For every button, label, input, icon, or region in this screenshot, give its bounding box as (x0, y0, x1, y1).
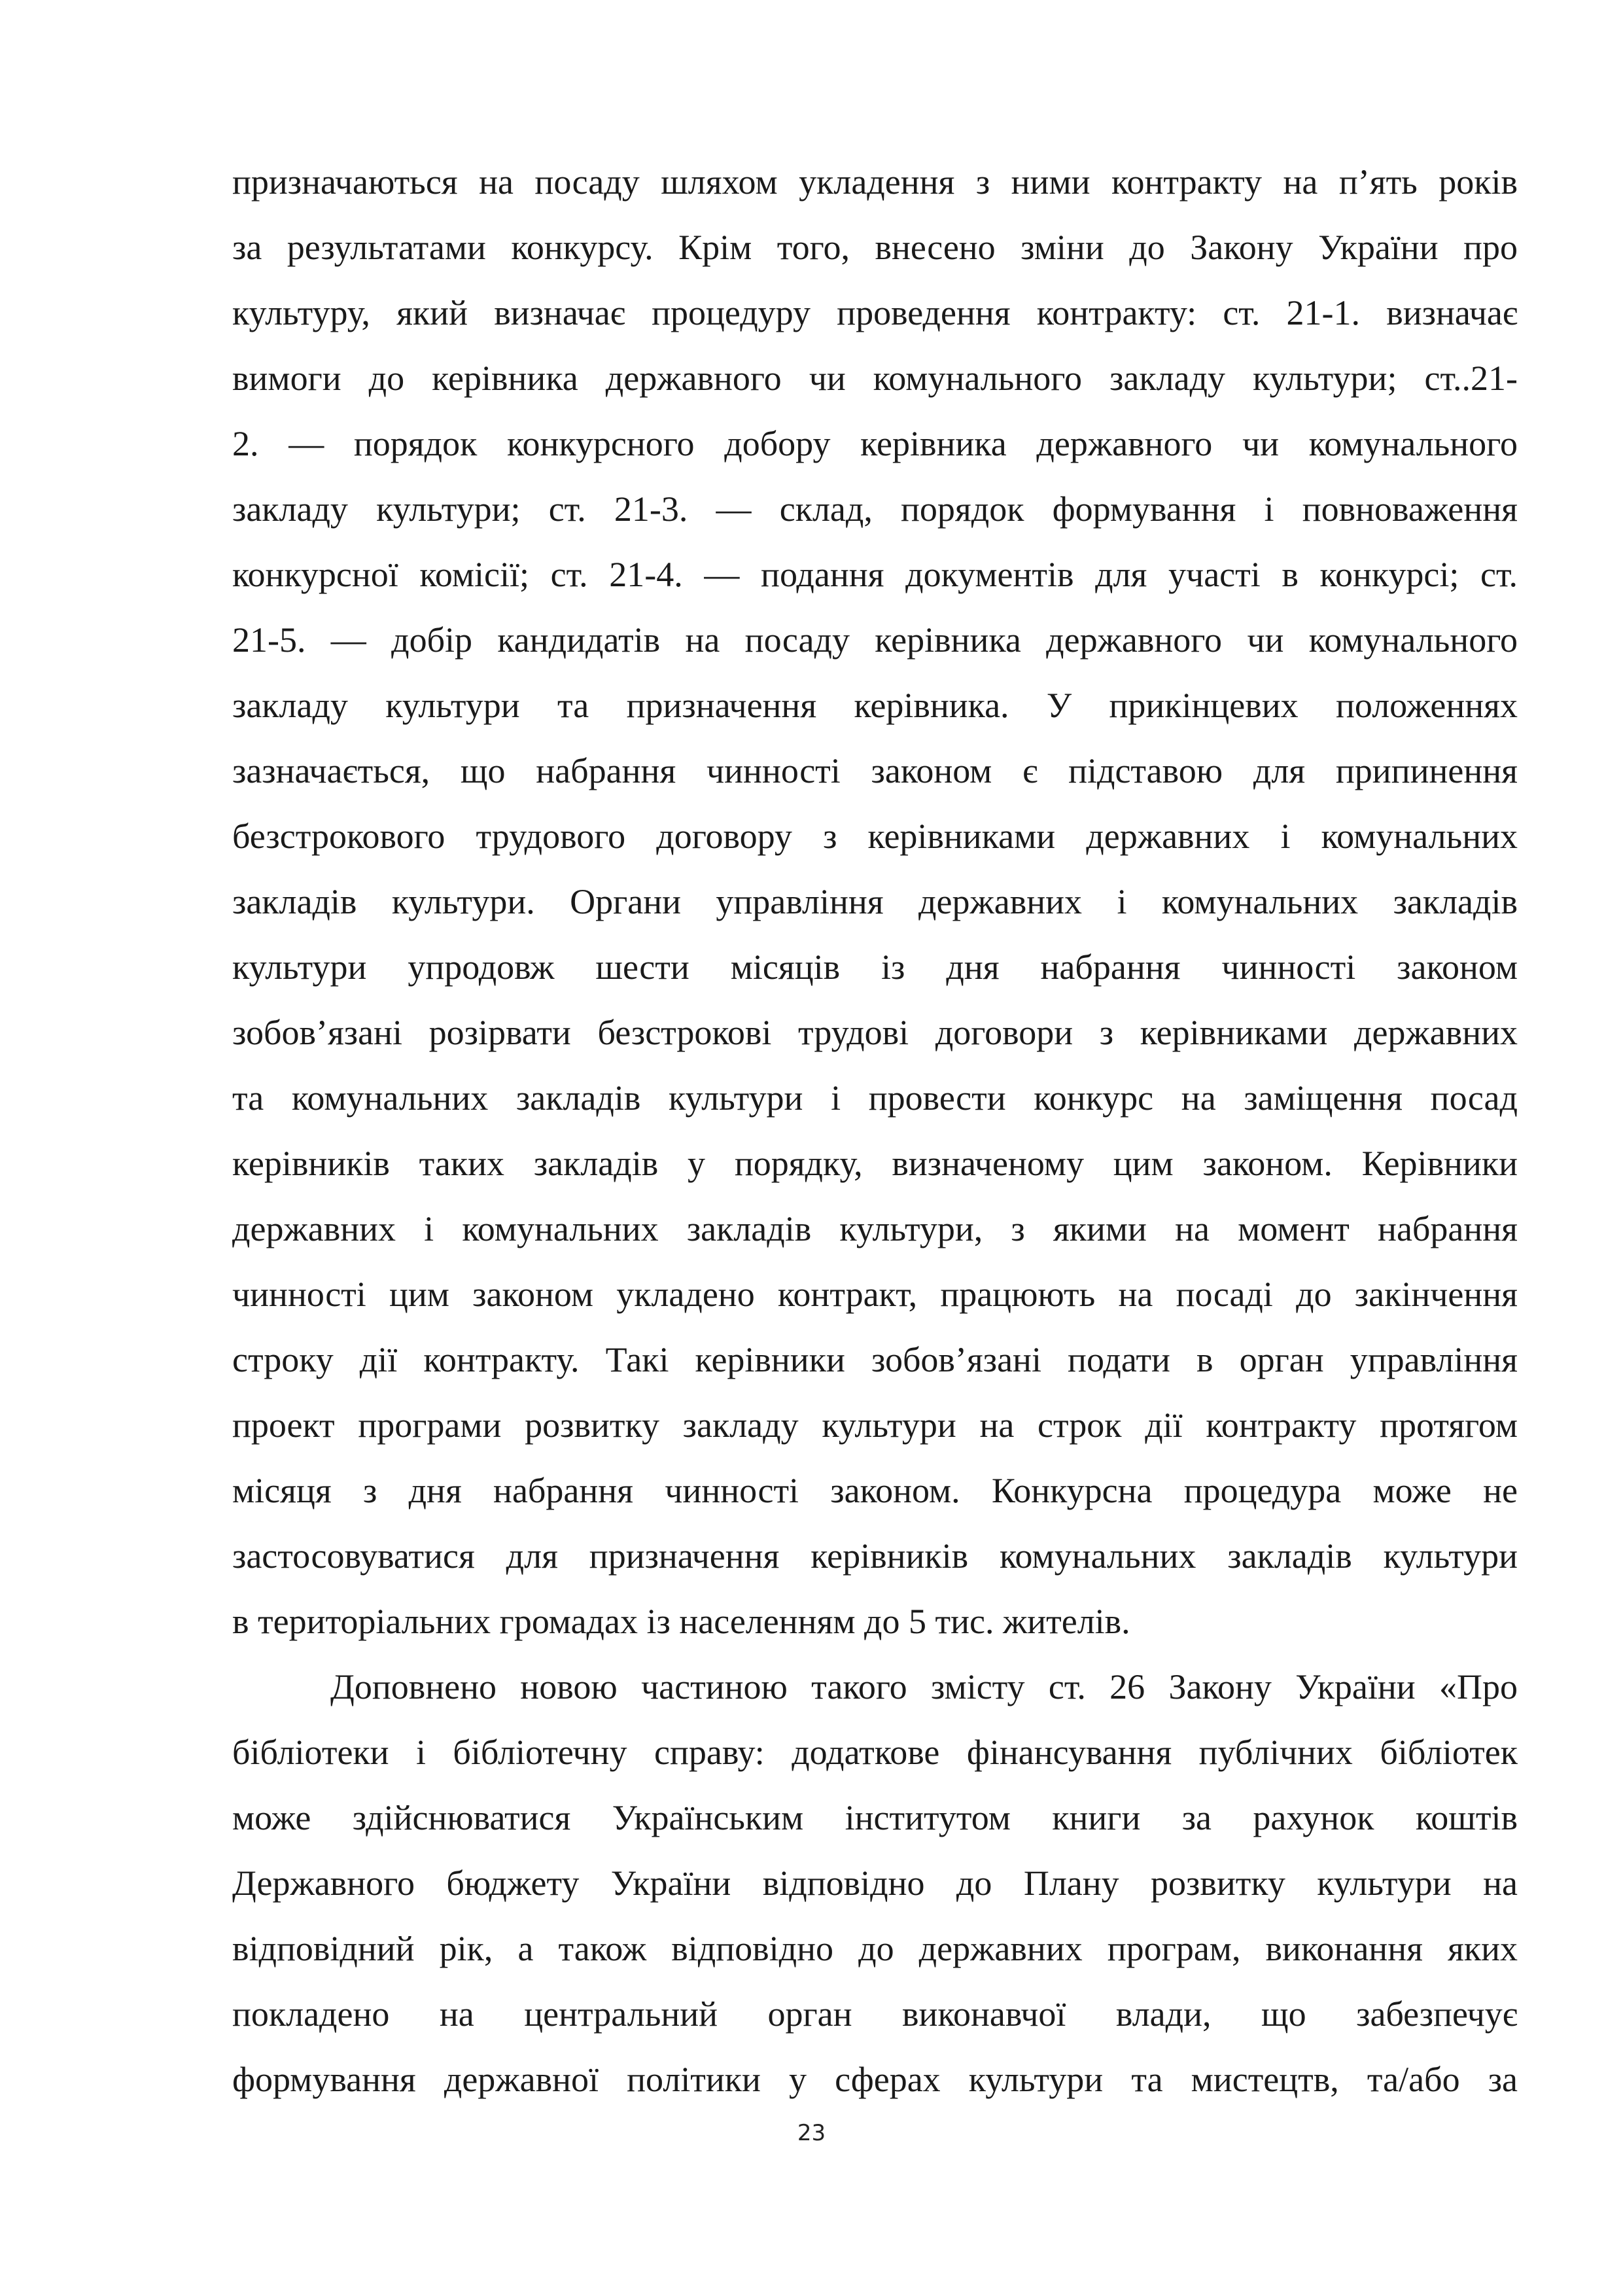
text-line: місяця з дня набрання чинності законом. Конкурсна процедура може не (232, 1471, 1518, 1510)
text-line: покладено на центральний орган виконавчої влади, що забезпечує (232, 1994, 1518, 2034)
page-number: 23 (797, 2120, 826, 2146)
text-line: культури упродовж шести місяців із дня набрання чинності законом (232, 947, 1518, 987)
text-line: строку дії контракту. Такі керівники зобов’язані подати в орган управління (232, 1340, 1518, 1379)
body-text (232, 149, 1518, 2112)
text-line: застосовуватися для призначення керівників комунальних закладів культури (232, 1536, 1518, 1576)
text-line: призначаються на посаду шляхом укладення з ними контракту на п’ять років (232, 162, 1518, 202)
text-line: Доповнено новою частиною такого змісту ст. 26 Закону України «Про (330, 1667, 1518, 1706)
text-line: може здійснюватися Українським інститутом книги за рахунок коштів (232, 1798, 1518, 1837)
text-line: конкурсної комісії; ст. 21-4. — подання документів для участі в конкурсі; ст. (232, 555, 1518, 594)
text-line: за результатами конкурсу. Крім того, внесено зміни до Закону України про (232, 228, 1518, 267)
text-line: закладу культури та призначення керівника. У прикінцевих положеннях (232, 686, 1518, 725)
text-line: проект програми розвитку закладу культури на строк дії контракту протягом (232, 1405, 1518, 1445)
text-line: чинності цим законом укладено контракт, працюють на посаді до закінчення (232, 1275, 1518, 1314)
text-line: культуру, який визначає процедуру проведення контракту: ст. 21-1. визначає (232, 293, 1518, 332)
text-line: державних і комунальних закладів культури, з якими на момент набрання (232, 1209, 1518, 1248)
text-line: безстрокового трудового договору з керівниками державних і комунальних (232, 817, 1518, 856)
text-line: закладу культури; ст. 21-3. — склад, порядок формування і повноваження (232, 489, 1518, 529)
text-line: керівників таких закладів у порядку, визначеному цим законом. Керівники (232, 1144, 1518, 1183)
text-line: бібліотеки і бібліотечну справу: додаткове фінансування публічних бібліотек (232, 1733, 1518, 1772)
text-line: відповідний рік, а також відповідно до державних програм, виконання яких (232, 1929, 1518, 1968)
text-line: зазначається, що набрання чинності законом є підставою для припинення (232, 751, 1518, 790)
text-line: зобов’язані розірвати безстрокові трудові договори з керівниками державних (232, 1013, 1518, 1052)
text-line: та комунальних закладів культури і провести конкурс на заміщення посад (232, 1078, 1518, 1118)
text-line: в територіальних громадах із населенням до 5 тис. жителів. (232, 1602, 1130, 1641)
text-line: 21-5. — добір кандидатів на посаду керівника державного чи комунального (232, 620, 1518, 660)
text-line: закладів культури. Органи управління державних і комунальних закладів (232, 882, 1518, 921)
text-line: вимоги до керівника державного чи комунального закладу культури; ст..21- (232, 359, 1518, 398)
text-line: Державного бюджету України відповідно до Плану розвитку культури на (232, 1863, 1518, 1903)
text-line: формування державної політики у сферах культури та мистецтв, та/або за (232, 2060, 1518, 2099)
text-line: 2. — порядок конкурсного добору керівника державного чи комунального (232, 424, 1518, 463)
